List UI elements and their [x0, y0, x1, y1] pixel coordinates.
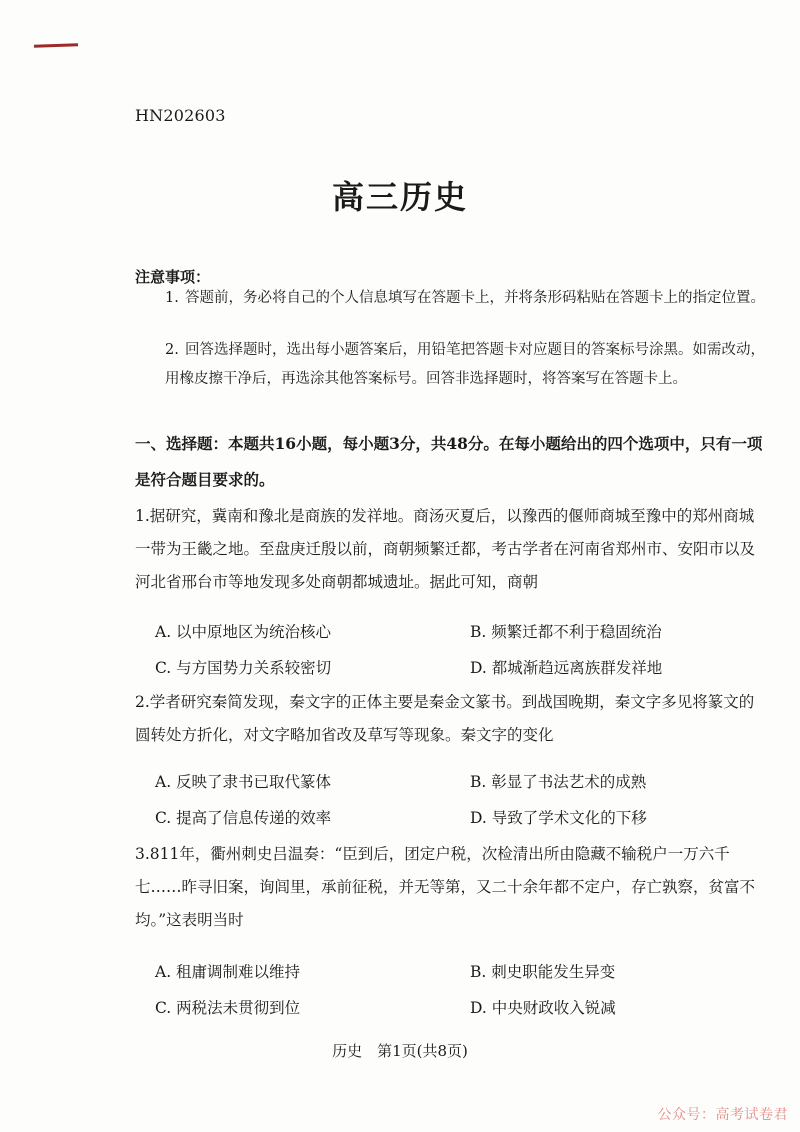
notice-item-text: 答题前，务必将自己的个人信息填写在答题卡上，并将条形码粘贴在答题卡上的指定位置。 — [185, 290, 765, 306]
option-d: D. 导致了学术文化的下移 — [470, 809, 647, 827]
question-stem: 1.据研究，冀南和豫北是商族的发祥地。商汤灭夏后，以豫西的偃师商城至豫中的郑州商城一带为王畿之地。至盘庚迁殷以前，商朝频繁迁都，考古学者在河南省郑州市、安阳市以及河北省邢台市等地发现多处商朝都城遗址。据此可知，商朝 — [135, 507, 756, 591]
scan-mark — [34, 43, 78, 48]
notice-item — [165, 284, 765, 313]
option-a: A. 反映了隶书已取代篆体 — [155, 773, 332, 791]
question-stem: 3.811年，衢州刺史吕温奏：“臣到后，团定户税，次检清出所由隐藏不输税户一万六千七……昨寻旧案，询闾里，承前征税，并无等第，又二十余年都不定户，存亡孰察，贫富不均。”这表明当时 — [135, 845, 756, 929]
section-heading: 一、选择题：本题共16小题，每小题3分，共48分。在每小题给出的四个选项中，只有一项是符合题目要求的。 — [135, 434, 763, 489]
exam-code: HN202603 — [135, 106, 226, 125]
notice-heading: 注意事项： — [135, 268, 211, 286]
question-stem: 2.学者研究秦简发现，秦文字的正体主要是秦金文篆书。到战国晚期，秦文字多见将篆文的圆转处方折化，对文字略加省改及草写等现象。秦文字的变化 — [135, 693, 755, 744]
option-b: B. 刺史职能发生异变 — [470, 963, 616, 981]
notice-item-number: 1. — [165, 290, 179, 306]
page-footer: 历史 第1页(共8页) — [332, 1042, 468, 1060]
option-c: C. 提高了信息传递的效率 — [155, 809, 332, 827]
option-d: D. 都城渐趋远离族群发祥地 — [470, 659, 663, 677]
notice-item-number: 2. — [165, 342, 179, 358]
option-d: D. 中央财政收入锐减 — [470, 999, 616, 1017]
option-c: C. 与方国势力关系较密切 — [155, 659, 332, 677]
page-title: 高三历史 — [331, 178, 468, 216]
option-a: A. 以中原地区为统治核心 — [155, 623, 332, 641]
watermark: 公众号：高考试卷君 — [657, 1107, 788, 1123]
option-a: A. 租庸调制难以维持 — [155, 963, 301, 981]
option-b: B. 彰显了书法艺术的成熟 — [470, 773, 647, 791]
option-c: C. 两税法未贯彻到位 — [155, 999, 301, 1017]
option-b: B. 频繁迁都不利于稳固统治 — [470, 623, 662, 641]
notice-item-text: 回答选择题时，选出每小题答案后，用铅笔把答题卡对应题目的答案标号涂黑。如需改动，用橡皮擦干净后，再选涂其他答案标号。回答非选择题时，将答案写在答题卡上。 — [165, 342, 765, 387]
notice-item — [165, 336, 765, 394]
